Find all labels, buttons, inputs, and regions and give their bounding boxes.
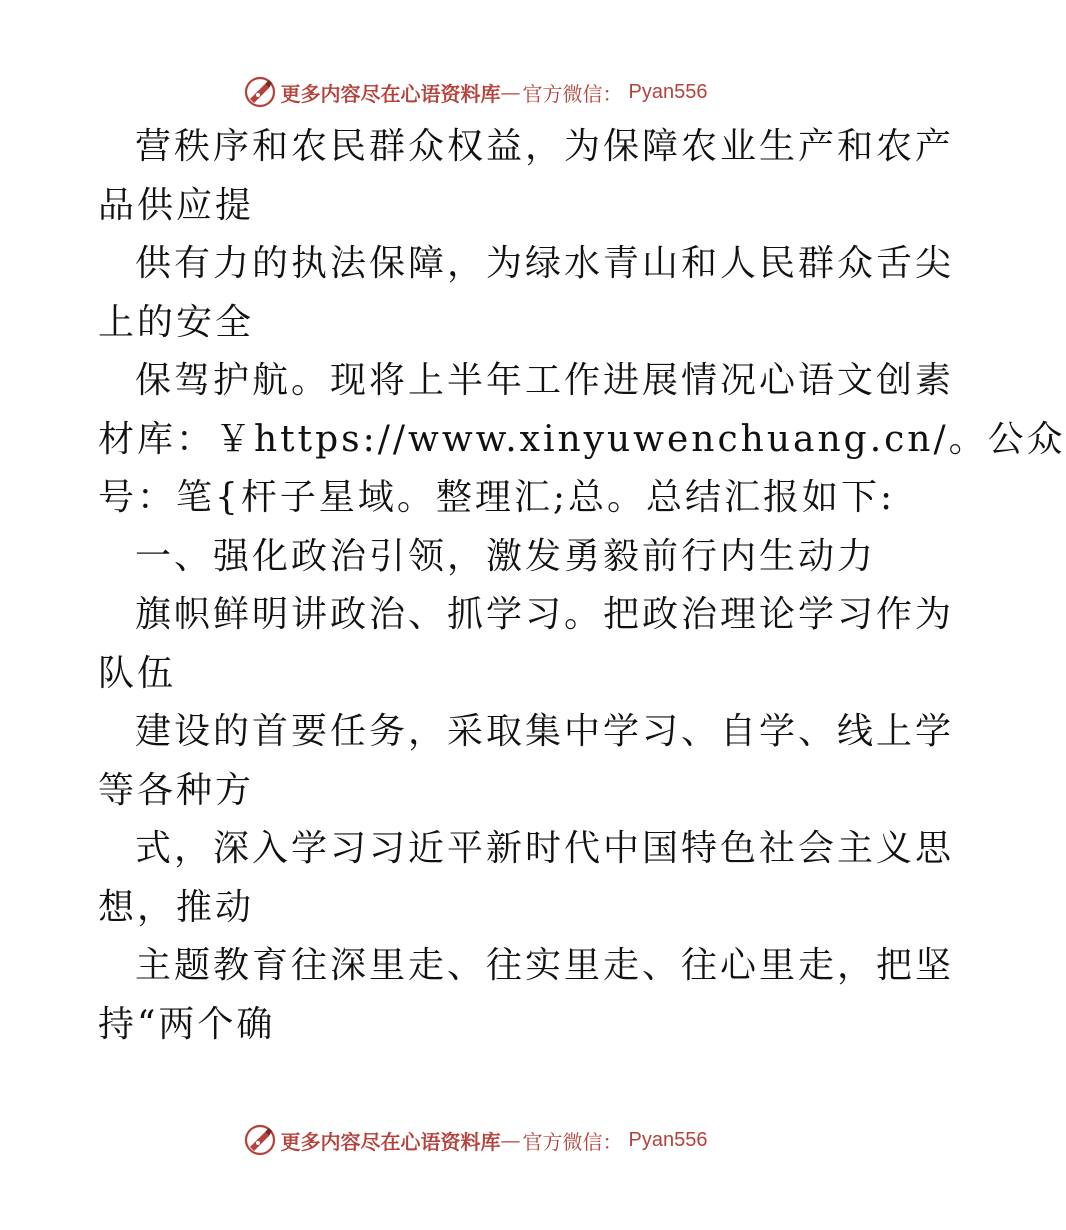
banner-wechat-label: 官方微信：: [522, 81, 623, 106]
banner-separator: —: [500, 80, 521, 104]
body-line: 号：笔{杆子星域。整理汇;总。总结汇报如下:: [98, 477, 896, 518]
body-line: 保驾护航。现将上半年工作进展情况心语文创素: [135, 360, 955, 401]
body-line: 持“两个确: [98, 1003, 276, 1045]
pen-nib-logo-icon: [243, 75, 277, 109]
banner-site-name: 更多内容尽在心语资料库: [280, 81, 501, 106]
body-line: 品供应提: [98, 184, 255, 226]
banner-wechat-id: Pyan556: [628, 1128, 708, 1151]
body-line: 材库：￥https://www.xinyuwenchuang.cn/。公众: [98, 418, 1066, 460]
body-line: 旗帜鲜明讲政治、抓学习。把政治理论学习作为: [135, 594, 955, 635]
body-line: 队伍: [98, 652, 177, 694]
body-line: 想，推动: [98, 886, 255, 928]
pen-nib-logo-icon: [243, 1123, 277, 1157]
body-line: 等各种方: [98, 769, 255, 811]
section-heading: 一、强化政治引领，激发勇毅前行内生动力: [135, 535, 877, 577]
banner-site-name: 更多内容尽在心语资料库: [280, 1129, 501, 1154]
header-watermark-banner: [0, 72, 950, 112]
body-line: 供有力的执法保障，为绿水青山和人民群众舌尖: [135, 243, 955, 284]
footer-watermark-banner: [0, 1120, 950, 1160]
body-line: 建设的首要任务，采取集中学习、自学、线上学: [135, 711, 955, 752]
banner-wechat-id: Pyan556: [628, 80, 708, 103]
body-line: 式，深入学习习近平新时代中国特色社会主义思: [135, 828, 955, 869]
body-line: 主题教育往深里走、往实里走、往心里走，把坚: [135, 945, 955, 986]
banner-separator: —: [500, 1128, 521, 1152]
banner-wechat-label: 官方微信：: [522, 1129, 623, 1154]
document-body: [98, 118, 1066, 1054]
body-line: 营秩序和农民群众权益，为保障农业生产和农产: [135, 126, 955, 167]
body-line: 上的安全: [98, 301, 255, 343]
